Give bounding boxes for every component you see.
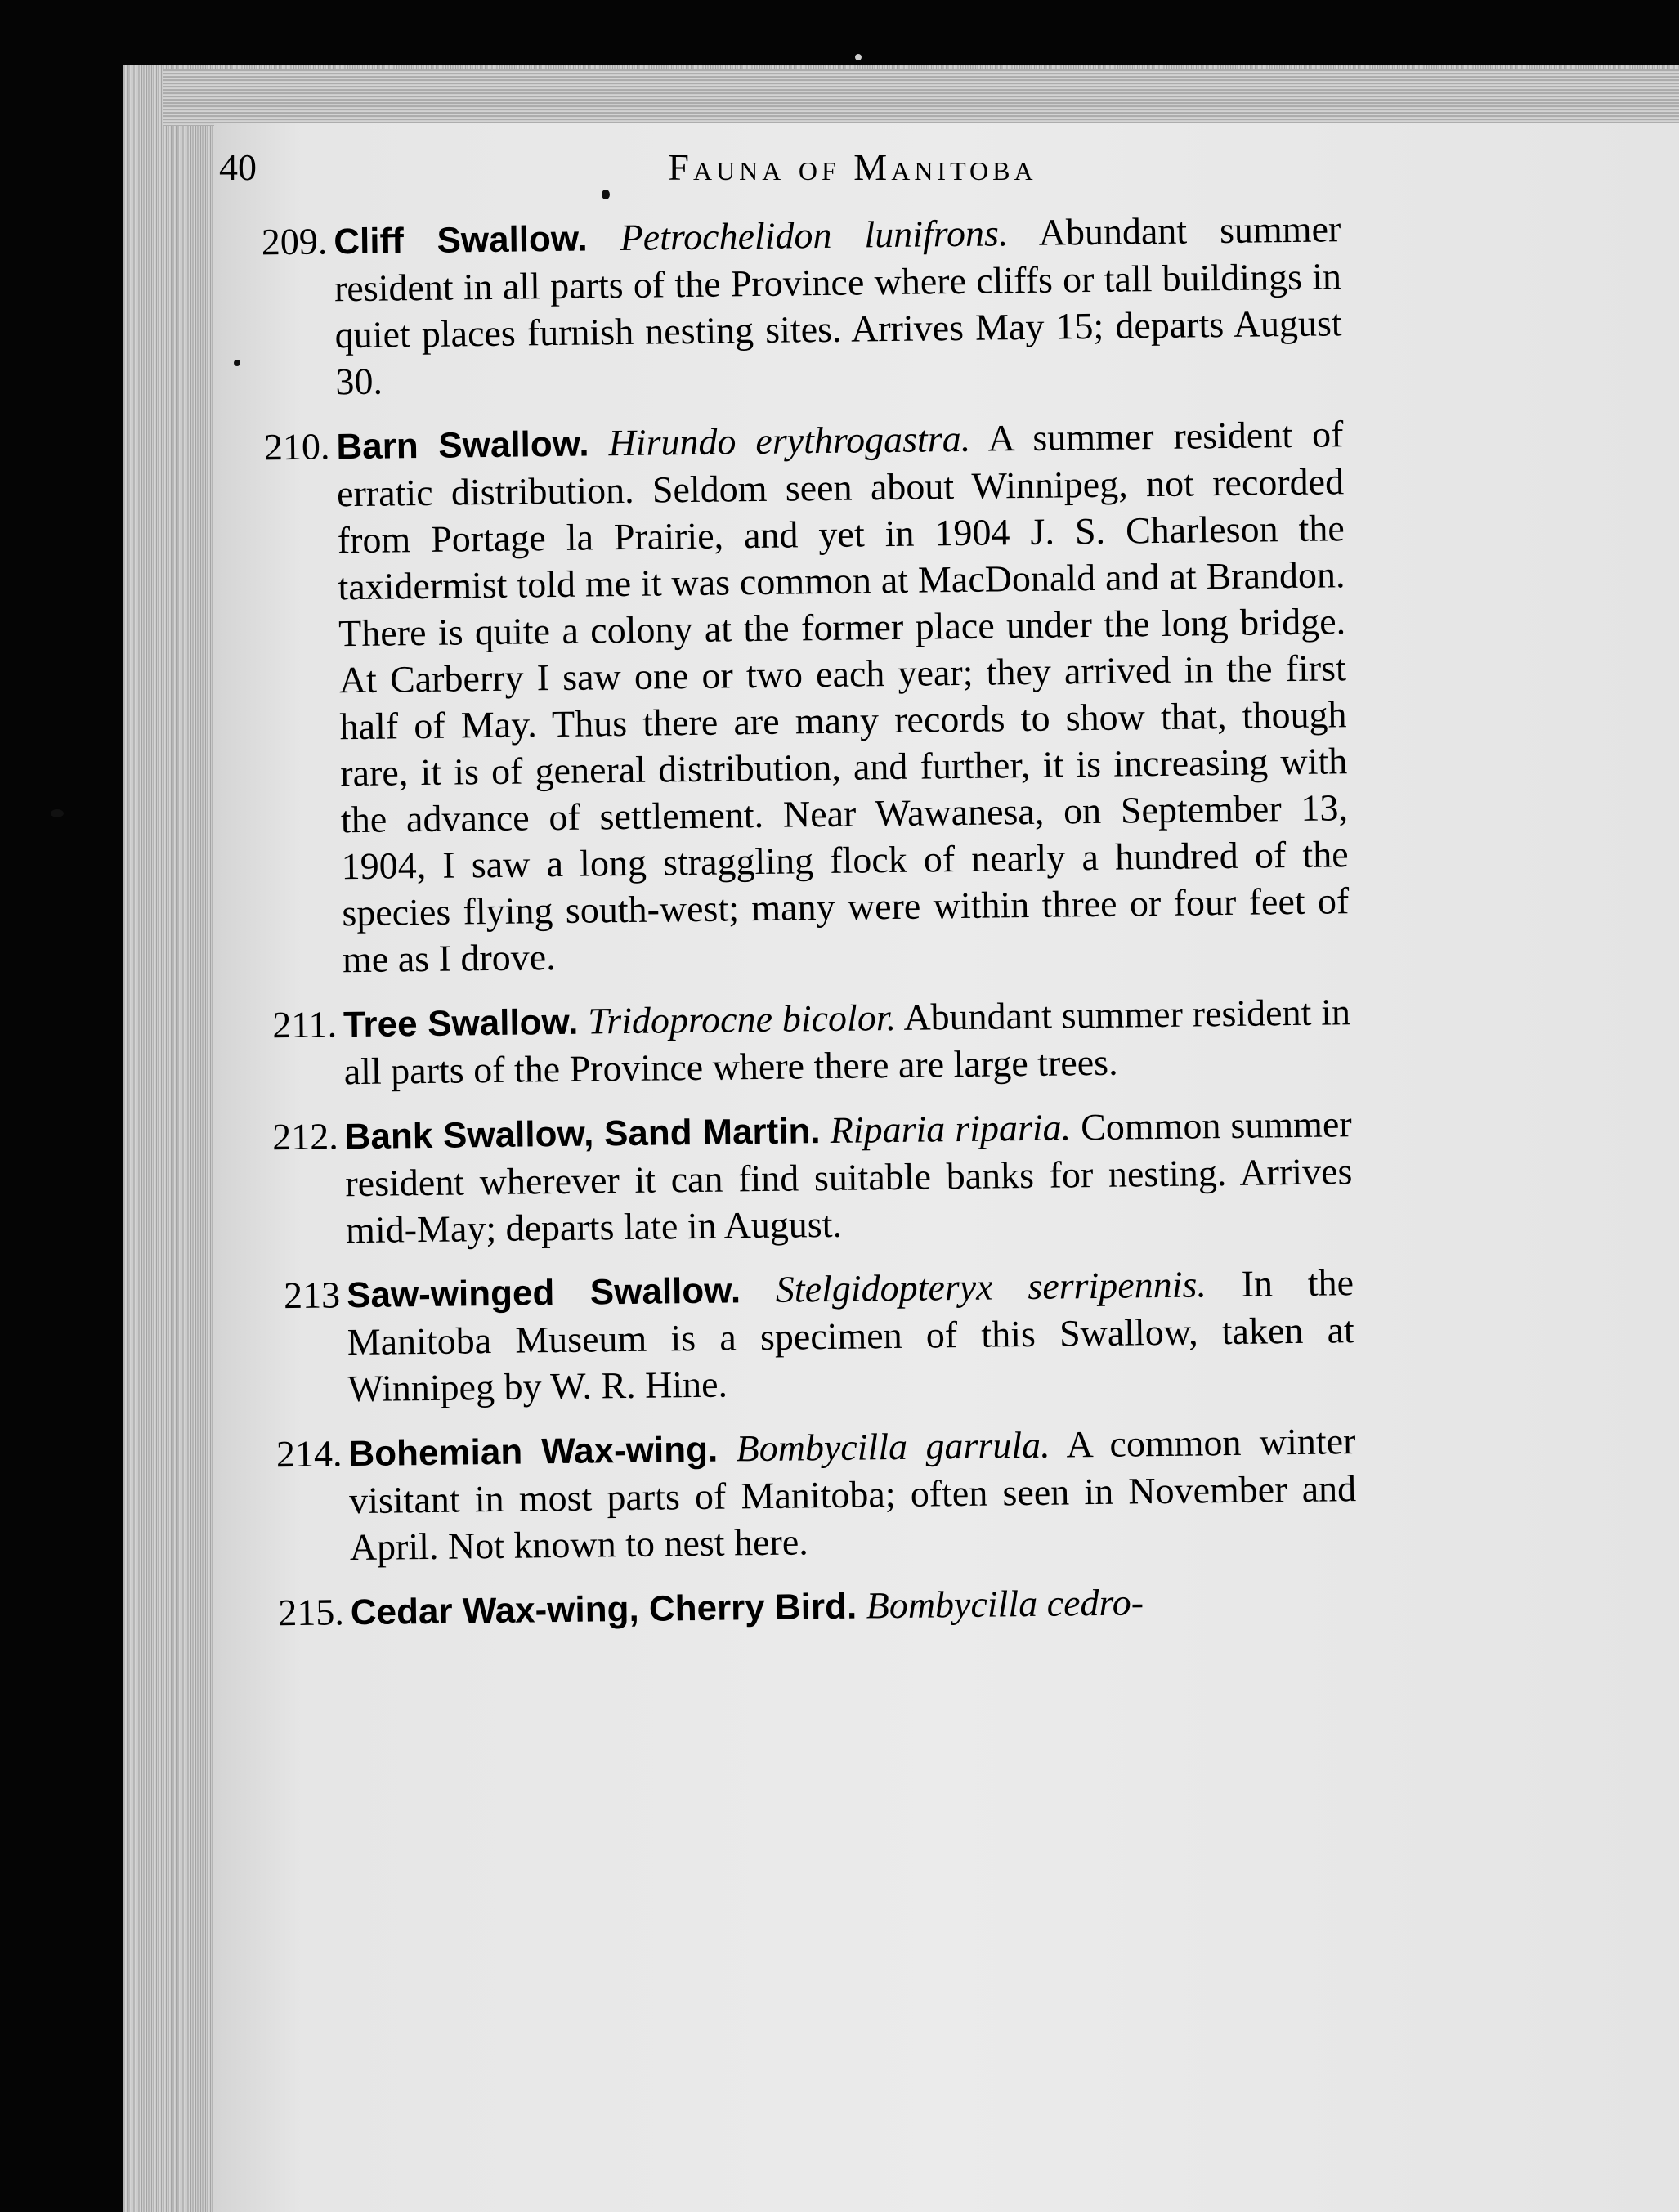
entry-description: A common winter visitant in most parts of Manitoba; often seen in November and April. Not known to nest here. xyxy=(348,1420,1357,1569)
entry-body xyxy=(343,988,1351,1095)
entry-number: 210. xyxy=(263,425,330,468)
common-name: Saw-winged Swallow. xyxy=(346,1270,741,1316)
species-entry xyxy=(219,205,1343,406)
entry-description: Common summer resident wherever it can find suitable banks for nesting. Arrives mid-May; departs late in August. xyxy=(345,1103,1353,1252)
entry-body xyxy=(350,1576,1358,1636)
entry-number: 214. xyxy=(275,1432,343,1475)
entry-number: 209. xyxy=(261,220,328,263)
running-title: Fauna of Manitoba xyxy=(668,146,1037,188)
species-list xyxy=(219,205,1358,1655)
common-name: Bohemian Wax-wing. xyxy=(348,1429,719,1475)
entry-description: In the Manitoba Museum is a specimen of this Swallow, taken at Winnipeg by W. R. Hine. xyxy=(347,1261,1355,1410)
entry-body xyxy=(348,1417,1357,1570)
entry-description: A summer resident of erratic distribution. Seldom seen about Winnipeg, not recorded from Portage la Prairie, and yet in 1904 J. S. Charleson the taxidermist told me it was common at MacDonald and at Brandon. There is quite a colony at the former place under the long bridge. At Carberry I saw one or two each year; they arrived in the first half of May. Thus there are many records to show that, though rare, it is of general distribution, and further, it is increasing with the advance of settlement. Near Wawanesa, on September 13, 1904, I saw a long straggling flock of nearly a hundred of the species flying south-west; many were within three or four feet of me as I drove. xyxy=(336,413,1350,981)
entry-body xyxy=(347,1259,1355,1412)
scientific-name: Riparia riparia. xyxy=(830,1106,1072,1151)
page-header xyxy=(219,143,1323,192)
species-entry xyxy=(235,1576,1358,1637)
scientific-name: Bombycilla garrula. xyxy=(736,1423,1050,1470)
entry-number: 213 xyxy=(283,1274,341,1317)
common-name: Bank Swallow, Sand Martin. xyxy=(344,1111,821,1157)
scientific-name: Bombycilla cedro- xyxy=(866,1581,1144,1627)
scientific-name: Hirundo erythrogastra. xyxy=(608,417,971,464)
page-edges-top xyxy=(163,69,1679,126)
entry-number: 212. xyxy=(271,1115,339,1158)
page-number: 40 xyxy=(219,146,257,188)
common-name: Barn Swallow. xyxy=(336,423,589,468)
species-entry xyxy=(234,1417,1357,1572)
species-entry xyxy=(229,988,1351,1096)
common-name: Cliff Swallow. xyxy=(334,218,589,262)
scan-speck xyxy=(855,54,862,60)
scan-speck xyxy=(51,809,64,817)
scientific-name: Tridoprocne bicolor. xyxy=(587,996,897,1042)
entry-body xyxy=(334,205,1343,405)
species-entry xyxy=(222,410,1350,984)
common-name: Cedar Wax-wing, Cherry Bird. xyxy=(350,1586,857,1633)
entry-description: Abundant summer resident in all parts of the Province where there are large trees. xyxy=(343,991,1351,1093)
entry-number: 215. xyxy=(278,1591,345,1634)
species-entry xyxy=(230,1100,1353,1255)
entry-number: 211. xyxy=(271,1003,338,1046)
scientific-name: Petrochelidon lunifrons. xyxy=(620,212,1009,259)
entry-body xyxy=(344,1100,1353,1253)
entry-description: Abundant summer resident in all parts of the Province where cliffs or tall buildings in quiet places furnish nesting sites. Arrives May 15; departs August 30. xyxy=(334,208,1342,403)
common-name: Tree Swallow. xyxy=(343,1001,579,1046)
entry-body xyxy=(336,410,1350,983)
scientific-name: Stelgidopteryx serripennis. xyxy=(775,1263,1207,1310)
species-entry xyxy=(232,1259,1355,1413)
